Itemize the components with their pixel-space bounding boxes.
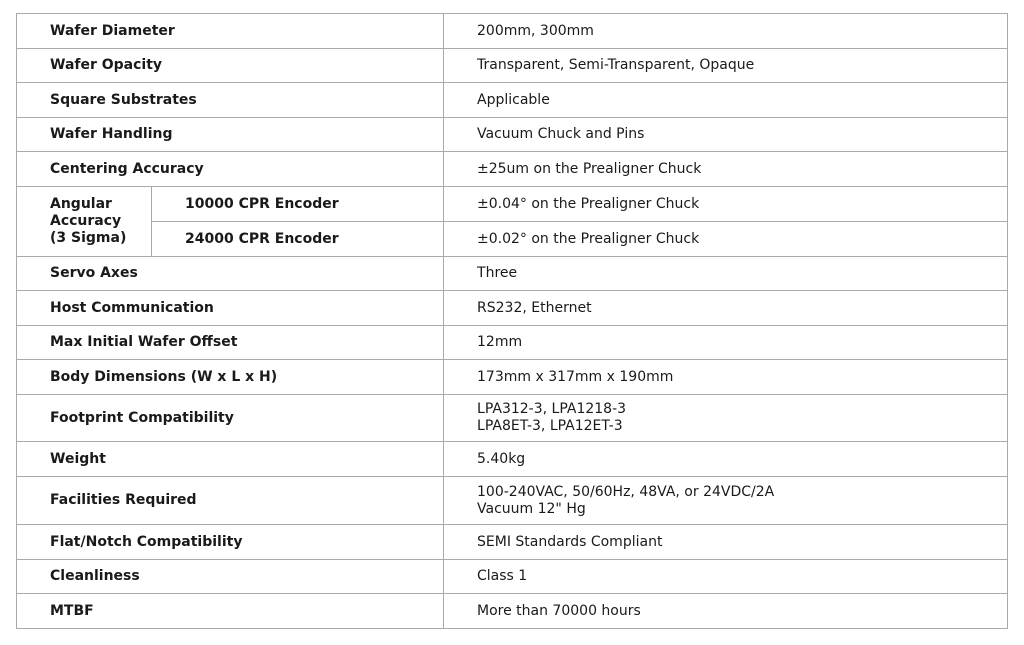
- spec-label: Wafer Handling: [17, 118, 444, 152]
- spec-value: SEMI Standards Compliant: [444, 525, 1008, 560]
- table-row: [17, 477, 1008, 525]
- table-row: [17, 442, 1008, 477]
- spec-value: ±0.02° on the Prealigner Chuck: [444, 222, 1008, 257]
- spec-value: 12mm: [444, 326, 1008, 360]
- spec-label: MTBF: [17, 594, 444, 629]
- spec-value: Three: [444, 257, 1008, 291]
- spec-label: Square Substrates: [17, 83, 444, 118]
- spec-value-line: Vacuum 12" Hg: [477, 500, 586, 517]
- table-row: [17, 525, 1008, 560]
- spec-value-line: LPA8ET-3, LPA12ET-3: [477, 418, 623, 434]
- spec-value: RS232, Ethernet: [444, 291, 1008, 326]
- spec-value: Transparent, Semi-Transparent, Opaque: [444, 49, 1008, 83]
- spec-value: 173mm x 317mm x 190mm: [444, 360, 1008, 395]
- angular-label-line: (3 Sigma): [50, 230, 127, 246]
- spec-label: Host Communication: [17, 291, 444, 326]
- table-row: [17, 560, 1008, 594]
- spec-value: 200mm, 300mm: [444, 14, 1008, 49]
- table-row: [17, 222, 1008, 257]
- table-row: [17, 152, 1008, 187]
- spec-value: 5.40kg: [444, 442, 1008, 477]
- spec-label: Body Dimensions (W x L x H): [17, 360, 444, 395]
- table-row: [17, 187, 1008, 222]
- spec-value: More than 70000 hours: [444, 594, 1008, 629]
- table-row: [17, 360, 1008, 395]
- encoder-label: 24000 CPR Encoder: [152, 222, 444, 257]
- spec-label: Max Initial Wafer Offset: [17, 326, 444, 360]
- spec-label: Servo Axes: [17, 257, 444, 291]
- spec-label: Facilities Required: [17, 477, 444, 525]
- angular-label-line: Angular: [50, 196, 112, 212]
- table-row: [17, 594, 1008, 629]
- angular-label-line: Accuracy: [50, 213, 122, 229]
- spec-label: Flat/Notch Compatibility: [17, 525, 444, 560]
- spec-label: Cleanliness: [17, 560, 444, 594]
- spec-value: [444, 395, 1008, 442]
- spec-value-line: 100-240VAC, 50/60Hz, 48VA, or 24VDC/2A: [477, 483, 775, 500]
- spec-label: Wafer Opacity: [17, 49, 444, 83]
- spec-label: Footprint Compatibility: [17, 395, 444, 442]
- table-row: [17, 291, 1008, 326]
- spec-value: ±0.04° on the Prealigner Chuck: [444, 187, 1008, 222]
- specifications-table: [16, 13, 1008, 629]
- spec-value: ±25um on the Prealigner Chuck: [444, 152, 1008, 187]
- table-row: [17, 83, 1008, 118]
- table-row: [17, 49, 1008, 83]
- spec-value-line: LPA312-3, LPA1218-3: [477, 401, 627, 417]
- spec-label: Wafer Diameter: [17, 14, 444, 49]
- spec-value: [444, 477, 1008, 525]
- table-row: [17, 14, 1008, 49]
- spec-label: Centering Accuracy: [17, 152, 444, 187]
- table-row: [17, 395, 1008, 442]
- encoder-label: 10000 CPR Encoder: [152, 187, 444, 222]
- table-row: [17, 257, 1008, 291]
- table-row: [17, 118, 1008, 152]
- table-row: [17, 326, 1008, 360]
- spec-value: Applicable: [444, 83, 1008, 118]
- spec-value: Class 1: [444, 560, 1008, 594]
- angular-accuracy-label: [17, 187, 152, 257]
- spec-value: Vacuum Chuck and Pins: [444, 118, 1008, 152]
- spec-label: Weight: [17, 442, 444, 477]
